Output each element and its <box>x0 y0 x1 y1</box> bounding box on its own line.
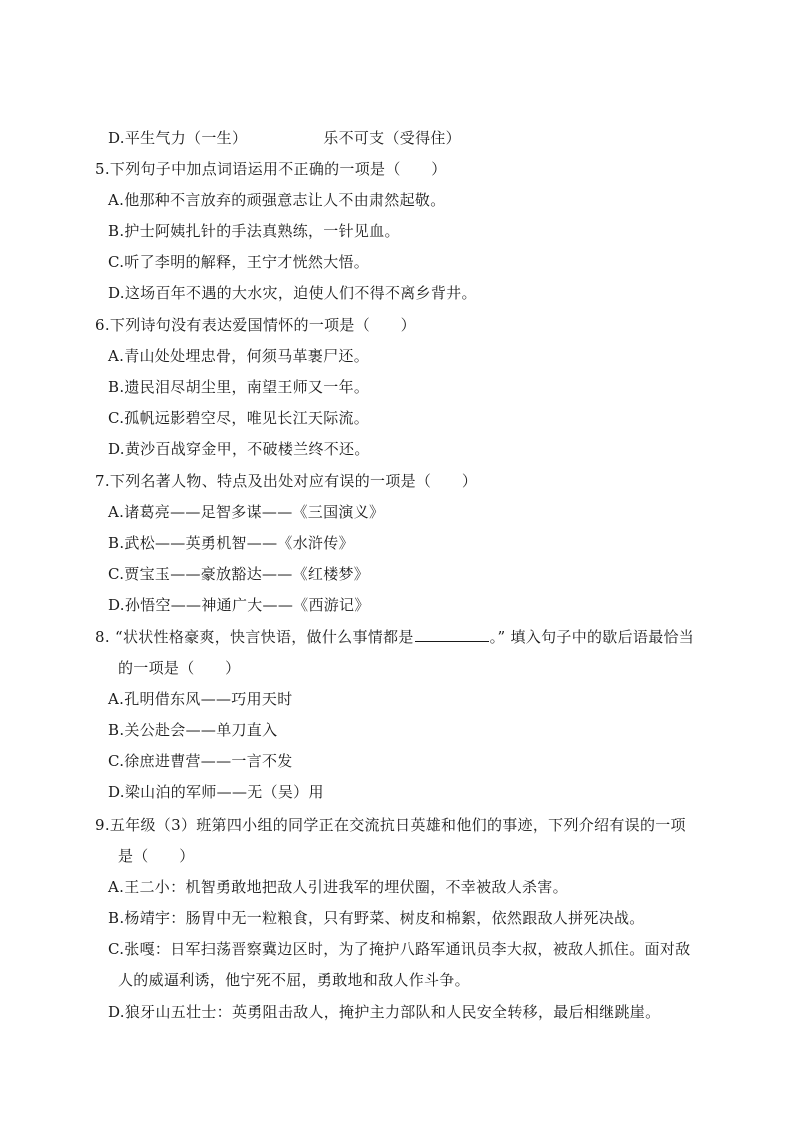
q9-option-a: A.王二小：机智勇敢地把敌人引进我军的埋伏圈，不幸被敌人杀害。 <box>108 878 568 896</box>
q6-option-b: B.遗民泪尽胡尘里，南望王师又一年。 <box>108 378 370 396</box>
question-6: 6.下列诗句没有表达爱国情怀的一项是（ ） <box>95 316 416 334</box>
q7-option-d: D.孙悟空——神通广大——《西游记》 <box>108 596 370 614</box>
q8-option-b: B.关公赴会——单刀直入 <box>108 721 278 739</box>
question-8-part1: 8. “状状性格豪爽，快言快语，做什么事情都是 <box>95 628 414 646</box>
q8-option-c: C.徐庶进曹营——一言不发 <box>108 752 293 770</box>
q4-option-d <box>108 128 461 148</box>
q9-option-b: B.杨靖宇：肠胃中无一粒粮食，只有野菜、树皮和棉絮，依然跟敌人拼死决战。 <box>108 909 645 927</box>
question-7: 7.下列名著人物、特点及出处对应有误的一项是（ ） <box>95 472 478 490</box>
q6-option-a: A.青山处处埋忠骨，何须马革裹尸还。 <box>108 347 370 365</box>
question-8-part2: 。” 填入句子中的歇后语最恰当 <box>489 628 695 646</box>
q7-option-a: A.诸葛亮——足智多谋——《三国演义》 <box>108 503 385 521</box>
q8-option-a: A.孔明借东风——巧用天时 <box>108 690 293 708</box>
q9-option-c-continuation: 人的威逼利诱，他宁死不屈，勇敢地和敌人作斗争。 <box>118 971 470 989</box>
question-9: 9.五年级（3）班第四小组的同学正在交流抗日英雄和他们的事迹，下列介绍有误的一项 <box>95 816 686 834</box>
question-8 <box>95 627 694 647</box>
q4-option-d-part1: D.平生气力（一生） <box>108 129 248 147</box>
q9-option-d: D.狼牙山五壮士：英勇阻击敌人，掩护主力部队和人民安全转移，最后相继跳崖。 <box>108 1003 661 1021</box>
q8-option-d: D.梁山泊的军师——无（吴）用 <box>108 783 324 801</box>
q6-option-d: D.黄沙百战穿金甲，不破楼兰终不还。 <box>108 440 370 458</box>
q4-option-d-part2: 乐不可支（受得住） <box>323 129 461 147</box>
q5-option-a: A.他那种不言放弃的顽强意志让人不由肃然起敬。 <box>108 191 446 209</box>
q7-option-c: C.贾宝玉——豪放豁达——《红楼梦》 <box>108 565 370 583</box>
q5-option-b: B.护士阿姨扎针的手法真熟练，一针见血。 <box>108 222 400 240</box>
question-9-continuation: 是（ ） <box>118 847 195 865</box>
q7-option-b: B.武松——英勇机智——《水浒传》 <box>108 534 354 552</box>
question-8-continuation: 的一项是（ ） <box>118 659 241 677</box>
q5-option-c: C.听了李明的解释，王宁才恍然大悟。 <box>108 253 370 271</box>
question-5: 5.下列句子中加点词语运用不正确的一项是（ ） <box>95 160 447 178</box>
answer-blank <box>415 627 489 642</box>
q6-option-c: C.孤帆远影碧空尽，唯见长江天际流。 <box>108 409 370 427</box>
q9-option-c: C.张嘎：日军扫荡晋察冀边区时，为了掩护八路军通讯员李大叔，被敌人抓住。面对敌 <box>108 940 691 958</box>
q5-option-d: D.这场百年不遇的大水灾，迫使人们不得不离乡背井。 <box>108 284 477 302</box>
